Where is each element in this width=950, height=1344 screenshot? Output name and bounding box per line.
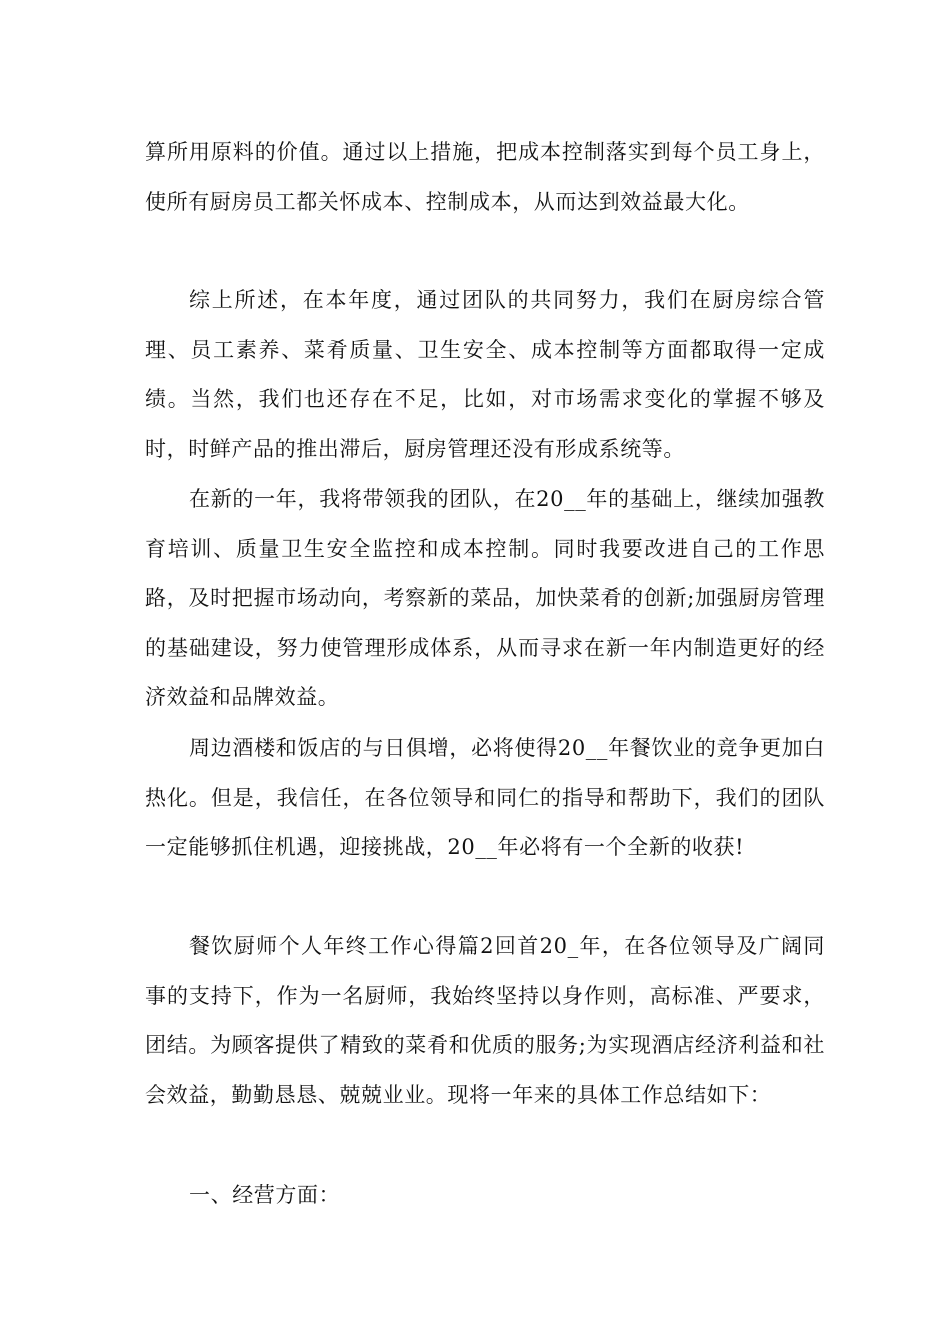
paragraph-annual-summary: 综上所述，在本年度，通过团队的共同努力，我们在厨房综合管理、员工素养、菜肴质量、卫生安全、成本控制等方面都取得一定成绩。当然，我们也还存在不足，比如，对市场需求变化的掌握不够及时，时鲜产品的推出滞后，厨房管理还没有形成系统等。 <box>145 288 825 461</box>
section-heading-operations: 一、经营方面： <box>189 1183 341 1207</box>
paragraph-competition-outlook: 周边酒楼和饭店的与日俱增，必将使得20__年餐饮业的竞争更加白热化。但是，我信任，在各位领导和同仁的指导和帮助下，我们的团队一定能够抓住机遇，迎接挑战，20__年必将有一个全新的收获! <box>145 736 825 859</box>
paragraph-new-year-plan: 在新的一年，我将带领我的团队，在20__年的基础上，继续加强教育培训、质量卫生安全监控和成本控制。同时我要改进自己的工作思路，及时把握市场动向，考察新的菜品，加快菜肴的创新;加强厨房管理的基础建设，努力使管理形成体系，从而寻求在新一年内制造更好的经济效益和品牌效益。 <box>145 487 825 709</box>
paragraph-cost-control-conclusion: 算所用原料的价值。通过以上措施，把成本控制落实到每个员工身上，使所有厨房员工都关怀成本、控制成本，从而达到效益最大化。 <box>145 140 825 214</box>
paragraph-article-2-intro: 餐饮厨师个人年终工作心得篇2回首20_年，在各位领导及广阔同事的支持下，作为一名厨师，我始终坚持以身作则，高标准、严要求，团结。为顾客提供了精致的菜肴和优质的服务;为实现酒店经济利益和社会效益，勤勤恳恳、兢兢业业。现将一年来的具体工作总结如下： <box>145 934 825 1107</box>
